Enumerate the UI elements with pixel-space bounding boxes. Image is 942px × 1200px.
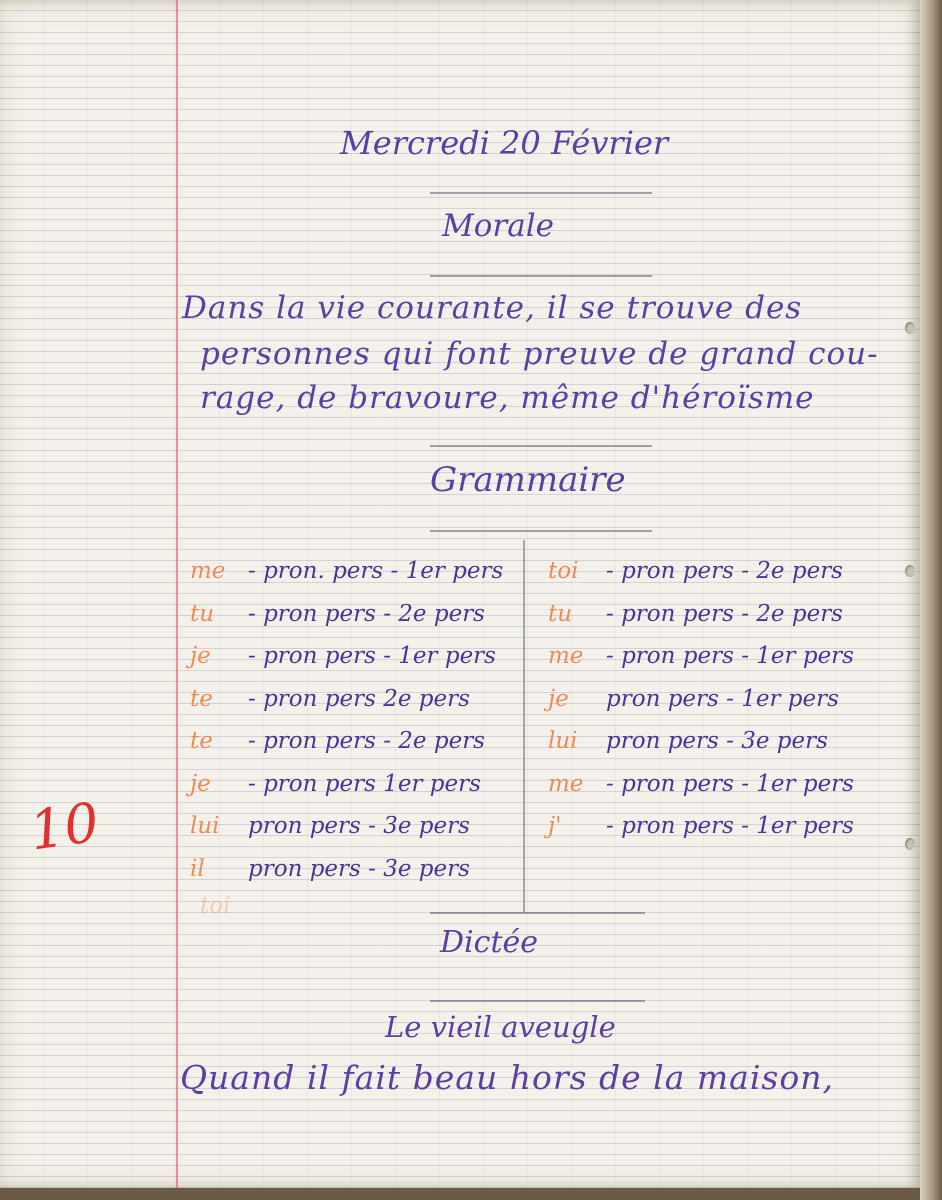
grammar-row — [190, 728, 485, 754]
margin-line — [176, 0, 178, 1188]
pronoun: me — [190, 558, 226, 584]
grammar-row — [190, 686, 470, 712]
pronoun-description: - pron pers 2e pers — [248, 685, 470, 712]
pronoun-description: - pron pers - 1er pers — [248, 643, 496, 669]
pronoun-description: - pron pers - 2e pers — [606, 558, 843, 584]
binding-hole — [905, 565, 915, 577]
morale-line: personnes qui font preuve de grand cou- — [200, 336, 879, 372]
grammar-row — [190, 558, 503, 584]
divider-line — [430, 275, 652, 277]
grammar-row — [548, 558, 843, 584]
pronoun-description: pron pers - 3e pers — [248, 813, 470, 839]
pronoun-description: - pron pers - 2e pers — [248, 728, 485, 754]
pronoun: toi — [548, 558, 579, 584]
pronoun: tu — [190, 600, 215, 627]
grammar-row — [548, 813, 854, 839]
notebook-binding — [920, 0, 942, 1200]
grammar-row — [190, 856, 470, 882]
grammar-trailing-pronoun — [200, 893, 258, 919]
date-heading: Mercredi 20 Février — [340, 124, 669, 162]
pronoun-description: pron pers - 3e pers — [248, 855, 470, 882]
pronoun-description: - pron pers - 2e pers — [248, 600, 485, 627]
morale-line: rage, de bravoure, même d'héroïsme — [200, 380, 815, 416]
pronoun-description: - pron pers 1er pers — [248, 770, 481, 797]
pronoun: je — [190, 643, 211, 669]
pronoun-description: - pron pers - 1er pers — [606, 813, 854, 839]
binding-hole — [905, 838, 915, 850]
pronoun: j' — [548, 813, 562, 839]
grammar-row — [190, 601, 485, 627]
pronoun-description: - pron pers - 1er pers — [606, 643, 854, 669]
grammar-row — [548, 728, 828, 754]
pronoun-description: pron pers - 1er pers — [606, 685, 839, 712]
grammar-row — [190, 771, 481, 797]
pronoun-description: - pron pers - 2e pers — [606, 600, 843, 627]
grammar-row — [190, 813, 470, 839]
divider-line — [430, 445, 652, 447]
pronoun: toi — [200, 893, 231, 919]
divider-line — [430, 912, 645, 914]
pronoun: tu — [548, 600, 573, 627]
pronoun-description: - pron. pers - 1er pers — [248, 558, 504, 584]
pronoun: lui — [548, 728, 578, 754]
divider-line — [430, 192, 652, 194]
dictee-subtitle: Le vieil aveugle — [385, 1010, 616, 1044]
pronoun: il — [190, 855, 205, 882]
pronoun: lui — [190, 813, 220, 839]
dictee-title: Dictée — [440, 925, 539, 960]
pronoun: me — [548, 643, 584, 669]
morale-title: Morale — [442, 208, 554, 244]
morale-line: Dans la vie courante, il se trouve des — [182, 290, 803, 326]
grade-mark: 10 — [25, 790, 103, 863]
grammar-row — [190, 643, 496, 669]
grammaire-title: Grammaire — [430, 460, 626, 500]
pronoun: je — [190, 770, 211, 797]
divider-line — [430, 530, 652, 532]
column-divider — [523, 540, 525, 912]
grammar-row — [548, 686, 839, 712]
pronoun: te — [190, 728, 213, 754]
dictee-first-line: Quand il fait beau hors de la maison, — [180, 1058, 834, 1097]
binding-hole — [905, 322, 915, 334]
grammar-row — [548, 643, 854, 669]
pronoun-description: pron pers - 3e pers — [606, 728, 828, 754]
pronoun: te — [190, 685, 213, 712]
pronoun-description: - pron pers - 1er pers — [606, 770, 854, 797]
divider-line — [430, 1000, 645, 1002]
grammar-row — [548, 771, 854, 797]
pronoun: je — [548, 685, 569, 712]
pronoun: me — [548, 770, 584, 797]
grammar-row — [548, 601, 843, 627]
